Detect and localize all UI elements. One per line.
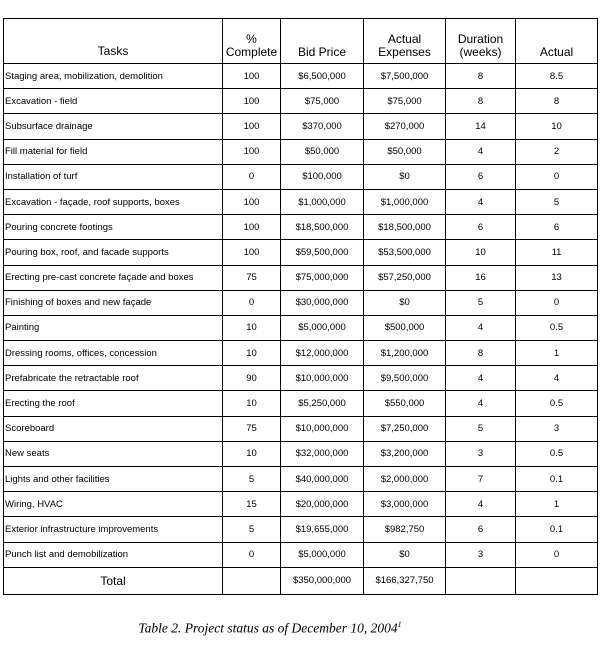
task-name: Erecting the roof — [4, 391, 223, 416]
percent-complete: 100 — [223, 64, 281, 89]
duration-weeks: 3 — [446, 542, 516, 567]
actual-expenses: $75,000 — [364, 89, 446, 114]
table-row — [4, 366, 598, 391]
table-row — [4, 341, 598, 366]
task-name: New seats — [4, 441, 223, 466]
actual-weeks: 3 — [516, 416, 598, 441]
header-actual-expenses-bottom: Expenses — [378, 45, 431, 59]
header-duration — [446, 19, 516, 64]
actual-expenses: $53,500,000 — [364, 240, 446, 265]
bid-price: $100,000 — [281, 164, 364, 189]
duration-weeks: 5 — [446, 416, 516, 441]
duration-weeks: 8 — [446, 341, 516, 366]
actual-expenses: $1,200,000 — [364, 341, 446, 366]
header-bid-price: Bid Price — [281, 19, 364, 64]
table-row — [4, 189, 598, 214]
header-tasks: Tasks — [4, 19, 223, 64]
duration-weeks: 4 — [446, 315, 516, 340]
bid-price: $12,000,000 — [281, 341, 364, 366]
bid-price: $6,500,000 — [281, 64, 364, 89]
actual-weeks: 0 — [516, 164, 598, 189]
bid-price: $20,000,000 — [281, 492, 364, 517]
task-name: Subsurface drainage — [4, 114, 223, 139]
percent-complete: 5 — [223, 517, 281, 542]
table-row — [4, 114, 598, 139]
actual-expenses: $0 — [364, 542, 446, 567]
percent-complete: 75 — [223, 265, 281, 290]
actual-expenses: $0 — [364, 164, 446, 189]
task-name: Fill material for field — [4, 139, 223, 164]
actual-expenses: $57,250,000 — [364, 265, 446, 290]
bid-price: $19,655,000 — [281, 517, 364, 542]
actual-weeks: 10 — [516, 114, 598, 139]
actual-weeks: 1 — [516, 492, 598, 517]
header-percent-top: % — [246, 32, 257, 46]
percent-complete: 100 — [223, 215, 281, 240]
task-name: Staging area, mobilization, demolition — [4, 64, 223, 89]
actual-weeks: 0.5 — [516, 315, 598, 340]
table-row — [4, 240, 598, 265]
actual-weeks: 2 — [516, 139, 598, 164]
actual-weeks: 6 — [516, 215, 598, 240]
percent-complete: 15 — [223, 492, 281, 517]
actual-weeks: 0.5 — [516, 391, 598, 416]
actual-expenses: $18,500,000 — [364, 215, 446, 240]
actual-weeks: 0 — [516, 542, 598, 567]
task-name: Prefabricate the retractable roof — [4, 366, 223, 391]
actual-expenses: $2,000,000 — [364, 467, 446, 492]
actual-weeks: 8 — [516, 89, 598, 114]
table-row — [4, 467, 598, 492]
header-actual-weeks: Actual — [516, 19, 598, 64]
bid-price: $370,000 — [281, 114, 364, 139]
header-percent-complete — [223, 19, 281, 64]
duration-weeks: 4 — [446, 189, 516, 214]
total-actual-weeks-cell — [516, 567, 598, 594]
bid-price: $10,000,000 — [281, 416, 364, 441]
actual-weeks: 11 — [516, 240, 598, 265]
actual-expenses: $3,200,000 — [364, 441, 446, 466]
duration-weeks: 16 — [446, 265, 516, 290]
duration-weeks: 5 — [446, 290, 516, 315]
actual-weeks: 1 — [516, 341, 598, 366]
task-name: Dressing rooms, offices, concession — [4, 341, 223, 366]
bid-price: $75,000 — [281, 89, 364, 114]
actual-weeks: 0.1 — [516, 517, 598, 542]
duration-weeks: 4 — [446, 391, 516, 416]
actual-weeks: 0.5 — [516, 441, 598, 466]
bid-price: $30,000,000 — [281, 290, 364, 315]
actual-expenses: $7,500,000 — [364, 64, 446, 89]
task-name: Excavation - façade, roof supports, boxes — [4, 189, 223, 214]
header-actual-expenses — [364, 19, 446, 64]
bid-price: $59,500,000 — [281, 240, 364, 265]
bid-price: $18,500,000 — [281, 215, 364, 240]
bid-price: $32,000,000 — [281, 441, 364, 466]
duration-weeks: 8 — [446, 64, 516, 89]
table-row — [4, 64, 598, 89]
table-row — [4, 139, 598, 164]
actual-expenses: $270,000 — [364, 114, 446, 139]
percent-complete: 100 — [223, 89, 281, 114]
header-duration-bottom: (weeks) — [459, 45, 502, 59]
duration-weeks: 4 — [446, 492, 516, 517]
table-row — [4, 542, 598, 567]
task-name: Scoreboard — [4, 416, 223, 441]
task-name: Installation of turf — [4, 164, 223, 189]
caption-text: Table 2. Project status as of December 10, 2004 — [138, 620, 398, 636]
table-row — [4, 517, 598, 542]
bid-price: $1,000,000 — [281, 189, 364, 214]
bid-price: $50,000 — [281, 139, 364, 164]
task-name: Excavation - field — [4, 89, 223, 114]
table-row — [4, 89, 598, 114]
total-actual-expenses: $166,327,750 — [364, 567, 446, 594]
percent-complete: 0 — [223, 164, 281, 189]
actual-expenses: $9,500,000 — [364, 366, 446, 391]
percent-complete: 100 — [223, 240, 281, 265]
duration-weeks: 4 — [446, 366, 516, 391]
bid-price: $5,000,000 — [281, 542, 364, 567]
task-name: Pouring concrete footings — [4, 215, 223, 240]
table-row — [4, 391, 598, 416]
actual-expenses: $1,000,000 — [364, 189, 446, 214]
percent-complete: 100 — [223, 189, 281, 214]
percent-complete: 0 — [223, 290, 281, 315]
total-bid-price: $350,000,000 — [281, 567, 364, 594]
actual-expenses: $50,000 — [364, 139, 446, 164]
actual-expenses: $7,250,000 — [364, 416, 446, 441]
header-duration-top: Duration — [457, 32, 504, 46]
percent-complete: 10 — [223, 391, 281, 416]
duration-weeks: 3 — [446, 441, 516, 466]
percent-complete: 75 — [223, 416, 281, 441]
actual-weeks: 8.5 — [516, 64, 598, 89]
actual-expenses: $500,000 — [364, 315, 446, 340]
actual-weeks: 0.1 — [516, 467, 598, 492]
task-name: Lights and other facilities — [4, 467, 223, 492]
bid-price: $5,000,000 — [281, 315, 364, 340]
table-row — [4, 215, 598, 240]
table-row — [4, 290, 598, 315]
table-row — [4, 315, 598, 340]
bid-price: $75,000,000 — [281, 265, 364, 290]
table-row — [4, 265, 598, 290]
percent-complete: 90 — [223, 366, 281, 391]
percent-complete: 10 — [223, 341, 281, 366]
task-name: Finishing of boxes and new façade — [4, 290, 223, 315]
total-percent-cell — [223, 567, 281, 594]
actual-expenses: $0 — [364, 290, 446, 315]
task-name: Erecting pre-cast concrete façade and boxes — [4, 265, 223, 290]
percent-complete: 5 — [223, 467, 281, 492]
total-duration-cell — [446, 567, 516, 594]
bid-price: $40,000,000 — [281, 467, 364, 492]
duration-weeks: 14 — [446, 114, 516, 139]
bid-price: $10,000,000 — [281, 366, 364, 391]
total-label: Total — [4, 567, 223, 594]
duration-weeks: 6 — [446, 517, 516, 542]
table-row — [4, 164, 598, 189]
actual-weeks: 4 — [516, 366, 598, 391]
duration-weeks: 4 — [446, 139, 516, 164]
table-body — [4, 64, 598, 595]
task-name: Wiring, HVAC — [4, 492, 223, 517]
actual-weeks: 5 — [516, 189, 598, 214]
table-row — [4, 416, 598, 441]
duration-weeks: 6 — [446, 164, 516, 189]
table-caption — [0, 620, 540, 637]
duration-weeks: 8 — [446, 89, 516, 114]
task-name: Painting — [4, 315, 223, 340]
actual-weeks: 0 — [516, 290, 598, 315]
header-row — [4, 19, 598, 64]
task-name: Exterior infrastructure improvements — [4, 517, 223, 542]
duration-weeks: 6 — [446, 215, 516, 240]
percent-complete: 10 — [223, 315, 281, 340]
table-row — [4, 492, 598, 517]
task-name: Punch list and demobilization — [4, 542, 223, 567]
percent-complete: 100 — [223, 114, 281, 139]
total-row — [4, 567, 598, 594]
actual-expenses: $982,750 — [364, 517, 446, 542]
actual-expenses: $550,000 — [364, 391, 446, 416]
percent-complete: 10 — [223, 441, 281, 466]
table-row — [4, 441, 598, 466]
bid-price: $5,250,000 — [281, 391, 364, 416]
project-status-table — [3, 18, 598, 595]
header-percent-bottom: Complete — [225, 45, 278, 59]
duration-weeks: 10 — [446, 240, 516, 265]
percent-complete: 100 — [223, 139, 281, 164]
actual-expenses: $3,000,000 — [364, 492, 446, 517]
percent-complete: 0 — [223, 542, 281, 567]
header-actual-expenses-top: Actual — [387, 32, 422, 46]
task-name: Pouring box, roof, and facade supports — [4, 240, 223, 265]
actual-weeks: 13 — [516, 265, 598, 290]
caption-footnote-mark: 1 — [397, 620, 402, 629]
duration-weeks: 7 — [446, 467, 516, 492]
